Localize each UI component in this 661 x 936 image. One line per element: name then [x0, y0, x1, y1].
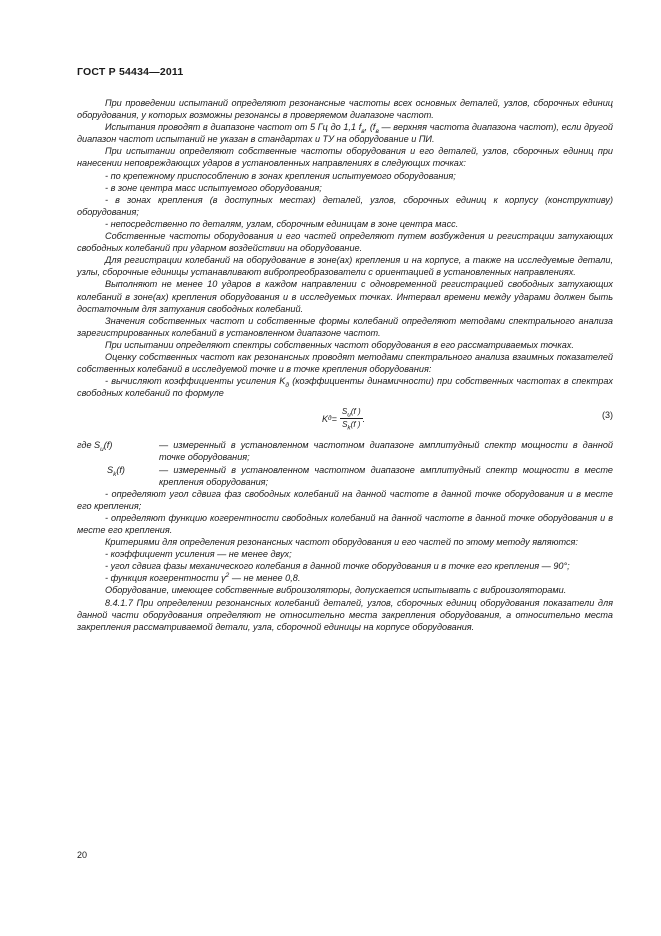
paragraph: Критериями для определения резонансных частот оборудования и его частей по этому методу являются: — [105, 537, 578, 548]
paragraph: Оборудование, имеющее собственные виброизоляторы, допускается испытывать с виброизоляторами. — [105, 585, 567, 596]
formula-number: (3) — [602, 410, 613, 421]
document-body — [77, 97, 613, 633]
list-item: - угол сдвига фазы механического колебания в данной точке оборудования и в точке его крепления — 90°; — [105, 561, 570, 572]
paragraph-frequency-range: Испытания проводят в диапазоне частот от 5 Гц до 1,1 $f_в$, ($f_в$ — верхняя частота диапазона частот), если другой диапазон частот испытаний не указан в стандартах и ТУ на оборудование и ПИ. — [77, 122, 613, 145]
list-item: - определяют угол сдвига фаз свободных колебаний на данной частоте в данной точке оборудования и в месте его крепления; — [77, 488, 613, 511]
page-number: 20 — [77, 850, 88, 860]
where-definition: где $S_и(f)$ — измеренный в установленном частотном диапазоне амплитудный спектр мощности в данной точке оборудования; — [77, 440, 613, 463]
list-item: - определяют функцию когерентности свободных колебаний на данной частоте в данной точке оборудования и в месте его крепления. — [77, 512, 613, 535]
paragraph: При испытании определяют собственные частоты оборудования и его деталей, узлов, сборочных единиц при нанесении неповреждающих ударов в установленных направлениях в следующих точках: — [77, 146, 613, 169]
paragraph: Значения собственных частот и собственные формы колебаний определяют методами спектрального анализа зарегистрированных колебаний в установленном диапазоне частот. — [77, 315, 613, 338]
paragraph: Выполняют не менее 10 ударов в каждом направлении с одновременной регистрацией свободных затухающих колебаний в зоне(ах) крепления оборудования и в исследуемых точках. Интервал времени между ударами должен быть достаточным для затухания свободных колебаний. — [77, 279, 613, 314]
paragraph: При проведении испытаний определяют резонансные частоты всех основных деталей, узлов, сборочных единиц оборудования, у которых возможны резонансы в проверяемом диапазоне частот. — [77, 98, 613, 121]
formula-3 — [77, 401, 613, 437]
list-item: - в зоне центра масс испытуемого оборудования; — [105, 182, 322, 193]
list-item: - непосредственно по деталям, узлам, сборочным единицам в зоне центра масс. — [105, 218, 459, 229]
list-item: - по крепежному приспособлению в зонах крепления испытуемого оборудования; — [105, 170, 456, 181]
list-item: - коэффициент усиления — не менее двух; — [105, 549, 292, 560]
paragraph: При испытании определяют спектры собственных частот оборудования в его рассматриваемых точках. — [105, 339, 574, 350]
standard-header: ГОСТ Р 54434—2011 — [77, 66, 184, 78]
where-definition: $S_k(f)$ — измеренный в установленном частотном диапазоне амплитудный спектр мощности в месте крепления оборудования; — [107, 464, 613, 487]
list-item-gain: - вычисляют коэффициенты усиления $K_д$ (коэффициенты динамичности) при собственных частотах в спектрах свободных колебаний по формуле — [77, 376, 613, 399]
paragraph: Для регистрации колебаний на оборудование в зоне(ах) крепления и на корпусе, а также на исследуемые детали, узлы, сборочные единицы устанавливают вибропреобразователи с ориентацией в установленных направлениях. — [77, 255, 613, 278]
paragraph: Собственные частоты оборудования и его частей определяют путем возбуждения и регистрации затухающих свободных колебаний при ударном воздействии на оборудование. — [77, 231, 613, 254]
formula-fraction: $\frac{S_и(f )}{S_k(f )}$ — [341, 407, 361, 432]
formula-expression: K д = $\frac{S_и(f )}{S_k(f )}$ . — [322, 407, 366, 432]
paragraph: 8.4.1.7 При определении резонансных колебаний деталей, узлов, сборочных единиц оборудования показатели для данной части оборудования определяют не относительно места закрепления оборудования, а относительно места закрепления рассматриваемой детали, узла, сборочной единицы на корпусе оборудования. — [77, 597, 613, 632]
list-item: - в зонах крепления (в доступных местах) деталей, узлов, сборочных единиц к корпусу (конструктиву) оборудования; — [77, 194, 613, 217]
list-item-coherence: - функция когерентности $\gamma^2$ — не менее 0,8. — [105, 572, 301, 584]
paragraph: Оценку собственных частот как резонансных проводят методами спектрального анализа взаимных показателей собственных колебаний в исследуемой точке и в точке крепления оборудования: — [77, 351, 613, 375]
